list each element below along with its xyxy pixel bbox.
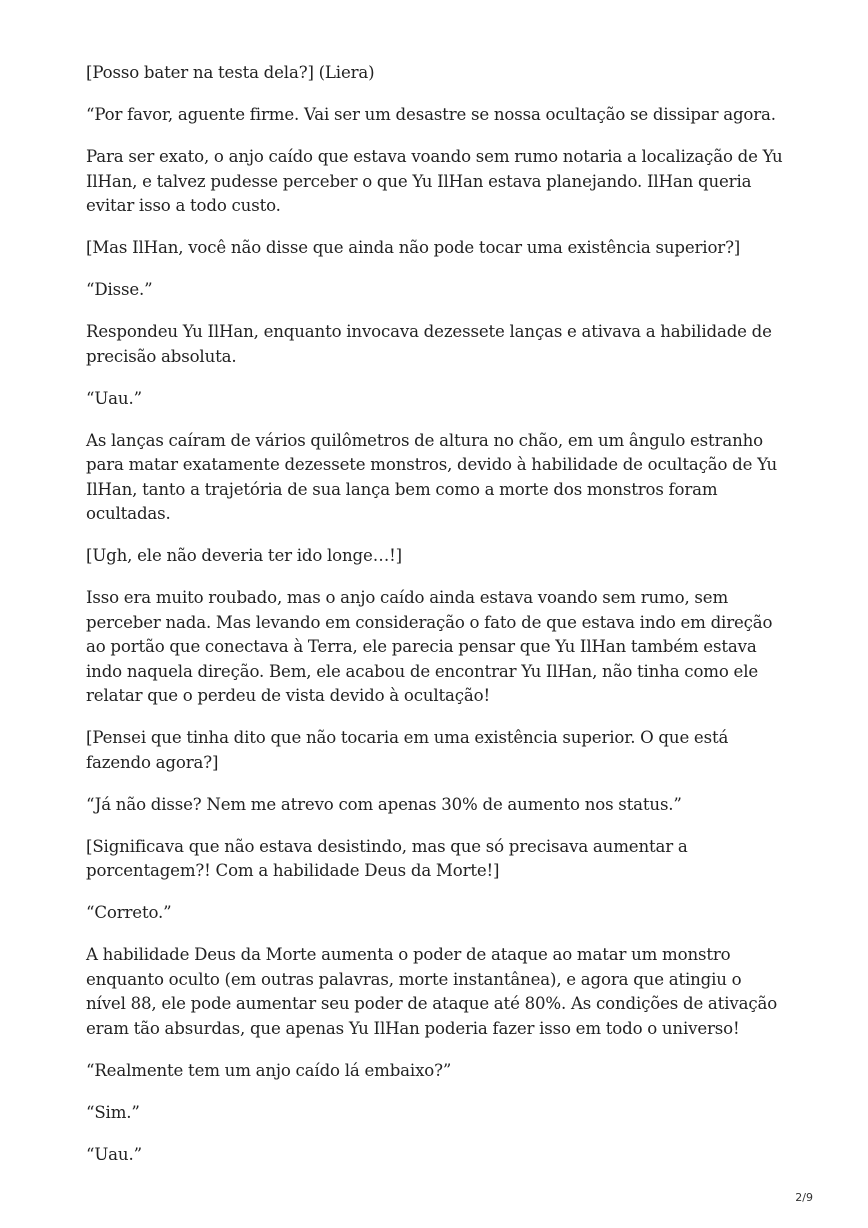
paragraph: “Uau.” [86, 388, 142, 408]
paragraph: “Sim.” [86, 1102, 140, 1122]
paragraph: Isso era muito roubado, mas o anjo caído ainda estava voando sem rumo, sem perceber nada. Mas levando em consideração o fato de que estava indo em direção ao portão que conectava à Terra, ele parecia pensar que Yu IlHan também estava indo naquela direção. Bem, ele acabou de encontrar Yu IlHan, não tinha como ele relatar que o perdeu de vista devido à ocultação! [86, 588, 773, 705]
paragraph: A habilidade Deus da Morte aumenta o poder de ataque ao matar um monstro enquanto oculto (em outras palavras, morte instantânea), e agora que atingiu o nível 88, ele pode aumentar seu poder de ataque até 80%. As condições de ativação eram tão absurdas, que apenas Yu IlHan poderia fazer isso em todo o universo! [86, 945, 778, 1038]
paragraph: [Significava que não estava desistindo, mas que só precisava aumentar a porcentagem?! Com a habilidade Deus da Morte!] [86, 836, 688, 880]
document-page [86, 61, 786, 1185]
paragraph: “Uau.” [86, 1144, 142, 1164]
paragraph: “Disse.” [86, 280, 153, 299]
paragraph: [Pensei que tinha dito que não tocaria em uma existência superior. O que está fazendo agora?] [86, 728, 729, 772]
paragraph: “Correto.” [86, 903, 172, 922]
paragraph: “Realmente tem um anjo caído lá embaixo?” [86, 1060, 452, 1080]
paragraph: Respondeu Yu IlHan, enquanto invocava dezessete lanças e ativava a habilidade de precisão absoluta. [86, 322, 772, 366]
paragraph: [Posso bater na testa dela?] (Liera) [86, 63, 375, 82]
paragraph: [Ugh, ele não deveria ter ido longe…!] [86, 546, 402, 565]
paragraph: [Mas IlHan, você não disse que ainda não pode tocar uma existência superior?] [86, 238, 741, 257]
paragraph: Para ser exato, o anjo caído que estava voando sem rumo notaria a localização de Yu IlHan, e talvez pudesse perceber o que Yu IlHan estava planejando. IlHan queria evitar isso a todo custo. [86, 147, 783, 215]
paragraph: As lanças caíram de vários quilômetros de altura no chão, em um ângulo estranho para matar exatamente dezessete monstros, devido à habilidade de ocultação de Yu IlHan, tanto a trajetória de sua lança bem como a morte dos monstros foram ocultadas. [86, 430, 778, 523]
paragraph: “Por favor, aguente firme. Vai ser um desastre se nossa ocultação se dissipar agora. [86, 105, 776, 124]
paragraph: “Já não disse? Nem me atrevo com apenas 30% de aumento nos status.” [86, 794, 682, 814]
page-number: 2/9 [795, 1191, 813, 1204]
